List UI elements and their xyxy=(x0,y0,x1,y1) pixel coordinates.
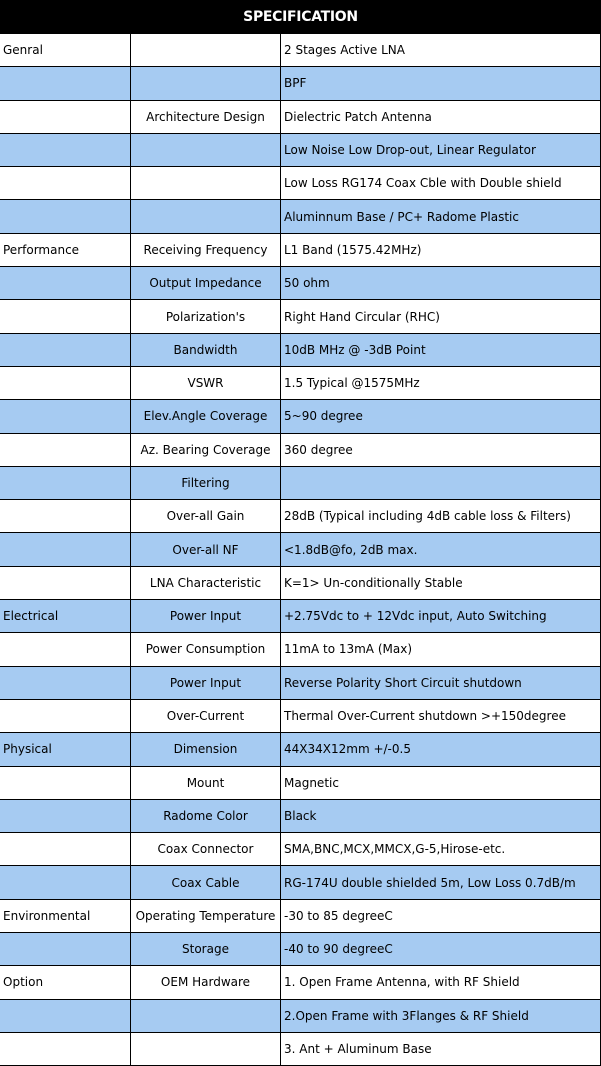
table-row xyxy=(0,334,601,367)
category-cell xyxy=(0,866,130,898)
category-cell xyxy=(0,767,130,799)
value-cell: Magnetic xyxy=(281,767,600,799)
category-cell xyxy=(0,334,130,366)
value-cell: 28dB (Typical including 4dB cable loss & Filters) xyxy=(281,500,600,532)
item-cell: Over-Current xyxy=(131,700,280,732)
category-cell xyxy=(0,500,130,532)
category-cell xyxy=(0,167,130,199)
item-cell: Bandwidth xyxy=(131,334,280,366)
spec-title: SPECIFICATION xyxy=(0,0,601,33)
item-cell: Receiving Frequency xyxy=(131,234,280,266)
category-cell xyxy=(0,700,130,732)
table-row xyxy=(0,966,601,999)
category-cell: Genral xyxy=(0,34,130,66)
value-cell: 2 Stages Active LNA xyxy=(281,34,600,66)
value-cell: K=1> Un-conditionally Stable xyxy=(281,567,600,599)
value-cell: 44X34X12mm +/-0.5 xyxy=(281,733,600,765)
value-cell: -40 to 90 degreeC xyxy=(281,933,600,965)
table-row xyxy=(0,600,601,633)
item-cell: Over-all NF xyxy=(131,533,280,565)
value-cell: Thermal Over-Current shutdown >+150degree xyxy=(281,700,600,732)
value-cell: Low Noise Low Drop-out, Linear Regulator xyxy=(281,134,600,166)
value-cell: 50 ohm xyxy=(281,267,600,299)
category-cell xyxy=(0,434,130,466)
value-cell: Right Hand Circular (RHC) xyxy=(281,300,600,332)
category-cell xyxy=(0,134,130,166)
value-cell: 10dB MHz @ -3dB Point xyxy=(281,334,600,366)
category-cell xyxy=(0,567,130,599)
table-row xyxy=(0,134,601,167)
table-row xyxy=(0,167,601,200)
category-cell: Physical xyxy=(0,733,130,765)
item-cell: Radome Color xyxy=(131,800,280,832)
category-cell xyxy=(0,1000,130,1032)
category-cell xyxy=(0,533,130,565)
item-cell xyxy=(131,1000,280,1032)
item-cell xyxy=(131,1033,280,1065)
value-cell: 3. Ant + Aluminum Base xyxy=(281,1033,600,1065)
spec-table xyxy=(0,34,601,1065)
item-cell xyxy=(131,67,280,99)
table-row xyxy=(0,300,601,333)
category-cell xyxy=(0,300,130,332)
table-row xyxy=(0,833,601,866)
item-cell: VSWR xyxy=(131,367,280,399)
value-cell: +2.75Vdc to + 12Vdc input, Auto Switching xyxy=(281,600,600,632)
category-cell xyxy=(0,400,130,432)
value-cell: BPF xyxy=(281,67,600,99)
table-row xyxy=(0,533,601,566)
value-cell: 11mA to 13mA (Max) xyxy=(281,633,600,665)
category-cell xyxy=(0,833,130,865)
category-cell xyxy=(0,1033,130,1065)
item-cell: Over-all Gain xyxy=(131,500,280,532)
item-cell: LNA Characteristic xyxy=(131,567,280,599)
item-cell: Elev.Angle Coverage xyxy=(131,400,280,432)
value-cell: -30 to 85 degreeC xyxy=(281,900,600,932)
item-cell: Coax Connector xyxy=(131,833,280,865)
table-row xyxy=(0,200,601,233)
item-cell: Power Input xyxy=(131,667,280,699)
table-row xyxy=(0,400,601,433)
value-cell: <1.8dB@fo, 2dB max. xyxy=(281,533,600,565)
table-row xyxy=(0,34,601,67)
table-row xyxy=(0,234,601,267)
value-cell: Low Loss RG174 Coax Cble with Double shield xyxy=(281,167,600,199)
table-row xyxy=(0,1033,601,1065)
category-cell xyxy=(0,800,130,832)
value-cell xyxy=(281,467,600,499)
category-cell xyxy=(0,667,130,699)
category-cell: Environmental xyxy=(0,900,130,932)
value-cell: 2.Open Frame with 3Flanges & RF Shield xyxy=(281,1000,600,1032)
item-cell xyxy=(131,167,280,199)
value-cell: SMA,BNC,MCX,MMCX,G-5,Hirose-etc. xyxy=(281,833,600,865)
table-row xyxy=(0,101,601,134)
category-cell: Option xyxy=(0,966,130,998)
table-row xyxy=(0,67,601,100)
table-row xyxy=(0,933,601,966)
table-row xyxy=(0,434,601,467)
table-row xyxy=(0,267,601,300)
table-row xyxy=(0,733,601,766)
value-cell: Dielectric Patch Antenna xyxy=(281,101,600,133)
value-cell: Black xyxy=(281,800,600,832)
item-cell: Az. Bearing Coverage xyxy=(131,434,280,466)
table-row xyxy=(0,667,601,700)
table-row xyxy=(0,633,601,666)
table-row xyxy=(0,700,601,733)
category-cell xyxy=(0,367,130,399)
table-row xyxy=(0,1000,601,1033)
item-cell: OEM Hardware xyxy=(131,966,280,998)
table-row xyxy=(0,367,601,400)
table-row xyxy=(0,866,601,899)
value-cell: 5~90 degree xyxy=(281,400,600,432)
category-cell xyxy=(0,67,130,99)
value-cell: RG-174U double shielded 5m, Low Loss 0.7dB/m xyxy=(281,866,600,898)
item-cell: Mount xyxy=(131,767,280,799)
category-cell xyxy=(0,633,130,665)
category-cell xyxy=(0,101,130,133)
table-row xyxy=(0,900,601,933)
item-cell: Filtering xyxy=(131,467,280,499)
value-cell: Reverse Polarity Short Circuit shutdown xyxy=(281,667,600,699)
item-cell: Operating Temperature xyxy=(131,900,280,932)
value-cell: Aluminnum Base / PC+ Radome Plastic xyxy=(281,200,600,232)
table-row xyxy=(0,500,601,533)
item-cell: Storage xyxy=(131,933,280,965)
item-cell xyxy=(131,200,280,232)
item-cell: Power Input xyxy=(131,600,280,632)
table-row xyxy=(0,800,601,833)
value-cell: 1. Open Frame Antenna, with RF Shield xyxy=(281,966,600,998)
item-cell: Polarization's xyxy=(131,300,280,332)
item-cell: Coax Cable xyxy=(131,866,280,898)
category-cell: Electrical xyxy=(0,600,130,632)
item-cell: Power Consumption xyxy=(131,633,280,665)
category-cell xyxy=(0,267,130,299)
table-row xyxy=(0,467,601,500)
value-cell: 1.5 Typical @1575MHz xyxy=(281,367,600,399)
item-cell: Architecture Design xyxy=(131,101,280,133)
table-row xyxy=(0,767,601,800)
item-cell xyxy=(131,134,280,166)
item-cell: Output Impedance xyxy=(131,267,280,299)
item-cell xyxy=(131,34,280,66)
value-cell: 360 degree xyxy=(281,434,600,466)
category-cell xyxy=(0,467,130,499)
value-cell: L1 Band (1575.42MHz) xyxy=(281,234,600,266)
category-cell: Performance xyxy=(0,234,130,266)
category-cell xyxy=(0,200,130,232)
table-row xyxy=(0,567,601,600)
category-cell xyxy=(0,933,130,965)
item-cell: Dimension xyxy=(131,733,280,765)
